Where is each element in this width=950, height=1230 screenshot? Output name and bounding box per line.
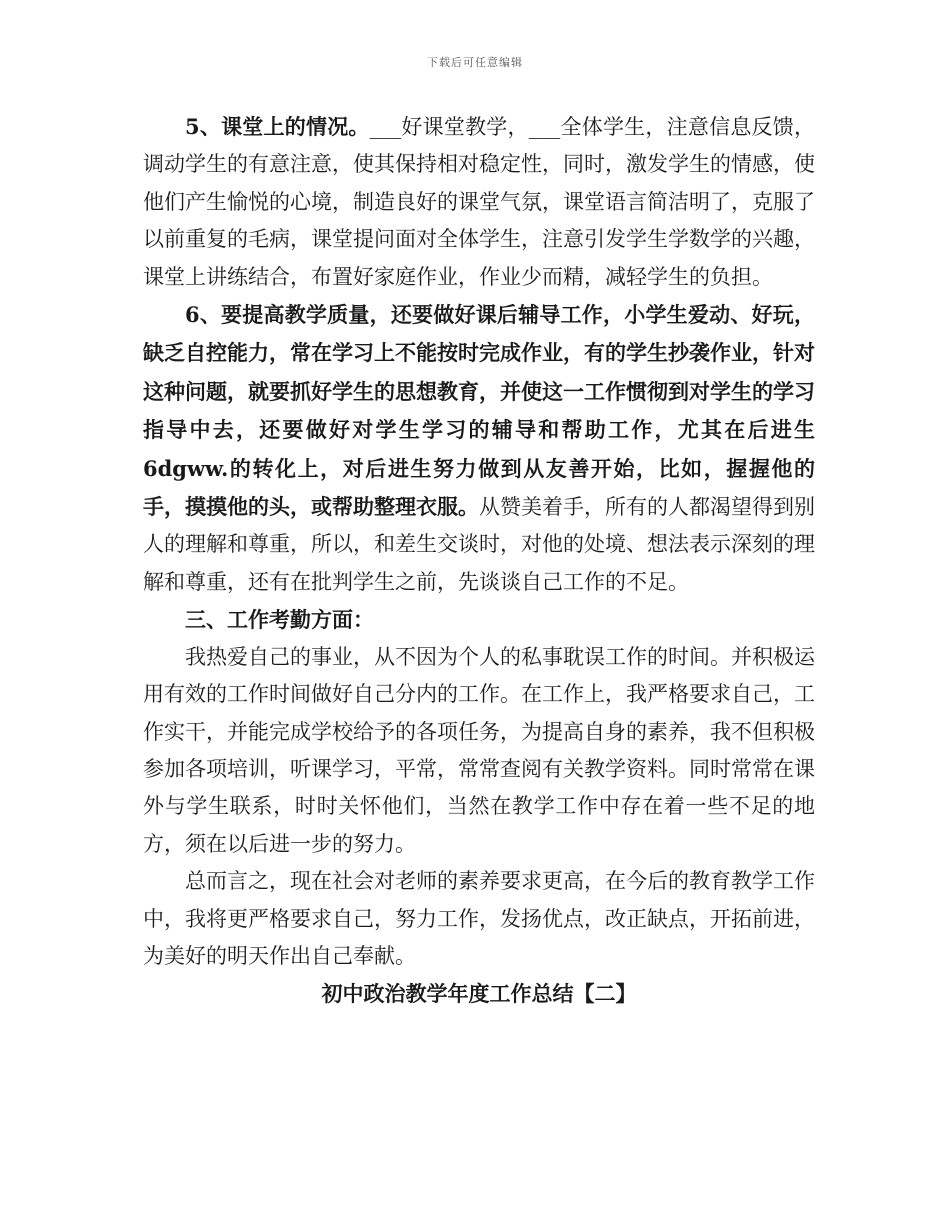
paragraph-tutoring-text: 从赞美着手，所有的人都渴望得到别人的理解和尊重，所以，和差生交谈时，对他的处境、想法表示深刻的理解和尊重，还有在批判学生之前，先谈谈自己工作的不足。 [143,495,815,594]
paragraph-tutoring [143,296,815,601]
section-title-attendance: 三、工作考勤方面： [185,607,374,633]
paragraph-classroom-heading: 5、课堂上的情况。 [185,114,370,139]
paragraph-classroom [143,108,815,296]
paragraph-classroom-text: ___好课堂教学，___全体学生，注意信息反馈，调动学生的有意注意，使其保持相对稳定性，同时，激发学生的情感，使他们产生愉悦的心境，制造良好的课堂气氛，课堂语言简洁明了，克服了以前重复的毛病，课堂提问面对全体学生，注意引发学生学数学的兴趣，课堂上讲练结合，布置好家庭作业，作业少而精，减轻学生的负担。 [143,115,815,289]
paragraph-tutoring-heading: 6、要提高教学质量，还要做好课后辅导工作，小学生爱动、好玩，缺乏自控能力，常在学习上不能按时完成作业，有的学生抄袭作业，针对这种问题，就要抓好学生的思想教育，并使这一工作惯彻到对学生的学习指导中去，还要做好对学生学习的辅导和帮助工作，尤其在后进生6dgww.的转化上，对后进生努力做到从友善开始，比如，握握他的手，摸摸他的头，或帮助整理衣服。 [143,302,815,520]
document-title-part-two: 初中政治教学年度工作总结【二】 [321,981,637,1007]
document-body [143,108,815,1013]
paragraph-attendance: 我热爱自己的事业，从不因为个人的私事耽误工作的时间。并积极运用有效的工作时间做好自己分内的工作。在工作上，我严格要求自己，工作实干，并能完成学校给予的各项任务，为提高自身的素养，我不但积极参加各项培训，听课学习，平常，常常查阅有关教学资料。同时常常在课外与学生联系，时时关怀他们，当然在教学工作中存在着一些不足的地方，须在以后进一步的努力。 [143,644,815,856]
paragraph-summary: 总而言之，现在社会对老师的素养要求更高，在今后的教育教学工作中，我将更严格要求自己，努力工作，发扬优点，改正缺点，开拓前进，为美好的明天作出自己奉献。 [143,869,815,968]
page-header: 下载后可任意编辑 [427,56,523,69]
